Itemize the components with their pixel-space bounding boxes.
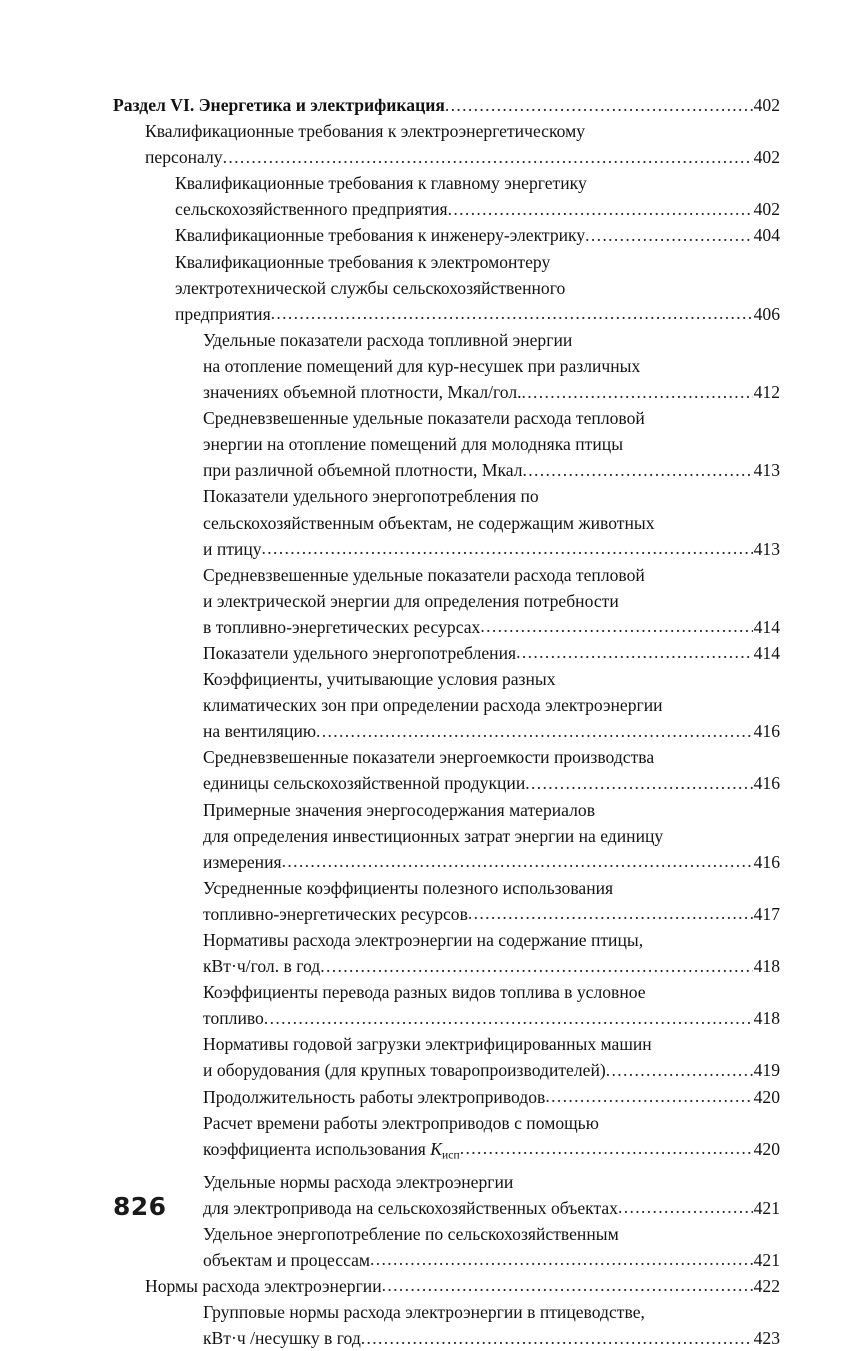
toc-entry-text-line: Квалификационные требования к главному энергетику <box>175 173 587 194</box>
dot-leader <box>264 1005 753 1031</box>
toc-entry-last-line <box>203 1005 780 1031</box>
toc-entry-page-number: 420 <box>753 1086 780 1107</box>
dot-leader <box>361 1325 753 1351</box>
toc-entry-text-line: сельскохозяйственным объектам, не содержащим животных <box>203 512 655 533</box>
toc-entry-page-number: 416 <box>753 851 780 872</box>
toc-entry-last-line <box>203 901 780 927</box>
toc-entry-page-number: 420 <box>753 1138 780 1159</box>
toc-entry[interactable] <box>203 666 780 744</box>
toc-entry-page-number: 414 <box>753 642 780 663</box>
toc-entry-title: кВт·ч /несушку в год <box>203 1328 361 1349</box>
toc-entry-title: персоналу <box>145 147 223 168</box>
toc-entry-title: на вентиляцию <box>203 721 317 742</box>
toc-entry[interactable] <box>175 249 780 327</box>
toc-entry-text-line: Средневзвешенные удельные показатели расхода тепловой <box>203 408 645 429</box>
dot-leader <box>370 1246 753 1272</box>
toc-entry-page-number: 402 <box>753 199 780 220</box>
toc-entry[interactable] <box>203 1031 780 1083</box>
dot-leader <box>262 535 753 561</box>
toc-entry-title: при различной объемной плотности, Мкал <box>203 460 523 481</box>
toc-entry-last-line <box>203 1057 780 1083</box>
toc-entry-text-line: Нормативы расхода электроэнергии на содержание птицы, <box>203 930 644 950</box>
formula-symbol: K <box>430 1138 442 1159</box>
toc-entry[interactable] <box>145 1273 780 1299</box>
dot-leader <box>585 222 752 248</box>
toc-entry-text-line: Нормативы годовой загрузки электрифицированных машин <box>203 1034 652 1055</box>
toc-entry-text-line: и электрической энергии для определения потребности <box>203 590 619 611</box>
toc-entry-title: топливо <box>203 1008 264 1029</box>
toc-entry[interactable] <box>203 979 780 1031</box>
toc-entry-title: объектам и процессам <box>203 1249 371 1270</box>
toc-entry-last-line <box>203 770 780 796</box>
toc-entry[interactable] <box>203 797 780 875</box>
toc-entry-last-line <box>203 640 780 666</box>
dot-leader <box>468 900 753 926</box>
toc-entry-text-line: Удельные нормы расхода электроэнергии <box>203 1171 514 1192</box>
toc-entry-page-number: 413 <box>753 460 780 481</box>
toc-entry-last-line <box>203 379 780 405</box>
toc-entry-page-number: 419 <box>753 1060 780 1081</box>
toc-entry[interactable] <box>203 640 780 666</box>
toc-entry-last-line <box>203 1136 780 1169</box>
toc-entry-title: единицы сельскохозяйственной продукции <box>203 773 526 794</box>
toc-entry-page-number: 416 <box>753 773 780 794</box>
toc-entry-page-number: 421 <box>753 1197 780 1218</box>
toc-entry-title: предприятия <box>175 303 271 324</box>
toc-entry-last-line <box>203 536 780 562</box>
toc-entry-page-number: 414 <box>753 616 780 637</box>
toc-entry-title: Нормы расхода электроэнергии <box>145 1275 382 1296</box>
dot-leader <box>480 613 752 639</box>
toc-entry-title: коэффициента использования <box>203 1138 431 1159</box>
dot-leader <box>320 953 752 979</box>
toc-entry-page-number: 402 <box>753 147 780 168</box>
toc-entry-page-number: 423 <box>753 1328 780 1349</box>
toc-entry-last-line <box>203 849 780 875</box>
dot-leader <box>382 1272 753 1298</box>
toc-entry[interactable] <box>175 170 780 222</box>
toc-entry-title: Квалификационные требования к инженеру-электрику <box>175 225 586 246</box>
toc-entry[interactable] <box>203 875 780 927</box>
toc-entry-title: значениях объемной плотности, Мкал/гол. <box>203 382 522 403</box>
dot-leader <box>223 144 753 170</box>
toc-entry-title: Показатели удельного энергопотребления <box>203 642 517 663</box>
toc-entry[interactable] <box>203 483 780 561</box>
toc-entry-text-line: Удельные показатели расхода топливной энергии <box>203 329 573 350</box>
toc-entry-last-line <box>203 718 780 744</box>
dot-leader <box>525 770 752 796</box>
toc-entry[interactable] <box>203 744 780 796</box>
toc-entry[interactable] <box>175 222 780 248</box>
toc-entry-text-line: Усредненные коэффициенты полезного использования <box>203 877 614 898</box>
dot-leader <box>523 457 753 483</box>
toc-entry[interactable] <box>203 1221 780 1273</box>
toc-entry-text-line: Примерные значения энергосодержания материалов <box>203 799 596 820</box>
toc-entry-text-line: климатических зон при определении расхода электроэнергии <box>203 695 663 716</box>
formula-subscript: исп <box>442 1149 460 1162</box>
toc-entry-text-line: Средневзвешенные показатели энергоемкости производства <box>203 747 655 768</box>
toc-entry-text-line: Коэффициенты перевода разных видов топлива в условное <box>203 982 646 1003</box>
toc-entry-page-number: 412 <box>753 382 780 403</box>
toc-entry-title: и птицу <box>203 538 262 559</box>
toc-entry-list <box>113 92 780 1351</box>
toc-entry-text-line: Квалификационные требования к электроэнергетическому <box>145 121 586 142</box>
dot-leader <box>606 1057 753 1083</box>
dot-leader <box>448 196 753 222</box>
toc-entry-title: в топливно-энергетических ресурсах <box>203 616 481 637</box>
toc-entry-last-line <box>175 301 780 327</box>
dot-leader <box>271 300 753 326</box>
toc-entry-text-line: Расчет времени работы электроприводов с помощью <box>203 1112 599 1133</box>
dot-leader <box>618 1194 753 1220</box>
toc-entry-text-line: электротехнической службы сельскохозяйственного <box>175 277 566 298</box>
toc-entry-last-line <box>175 196 780 222</box>
toc-entry-page-number: 413 <box>753 538 780 559</box>
toc-entry-title: кВт·ч/гол. в год <box>203 956 321 977</box>
toc-entry-page-number: 402 <box>753 95 780 115</box>
toc-entry-last-line <box>113 92 780 118</box>
toc-entry-page-number: 417 <box>753 903 780 924</box>
toc-entry[interactable] <box>113 92 780 118</box>
toc-entry-text-line: Групповые нормы расхода электроэнергии в птицеводстве, <box>203 1301 645 1322</box>
toc-entry-title: и оборудования (для крупных товаропроизводителей) <box>203 1060 606 1081</box>
toc-entry-text-line: Коэффициенты, учитывающие условия разных <box>203 669 556 690</box>
toc-entry-text-line: энергии на отопление помещений для молодняка птицы <box>203 434 624 455</box>
dot-leader <box>282 848 753 874</box>
dot-leader <box>522 379 753 405</box>
toc-entry-last-line <box>203 1195 780 1221</box>
toc-entry-last-line <box>175 222 780 248</box>
dot-leader <box>445 92 753 118</box>
dot-leader <box>516 639 753 665</box>
toc-entry-page-number: 416 <box>753 721 780 742</box>
dot-leader <box>545 1083 752 1109</box>
toc-entry[interactable] <box>203 327 780 405</box>
toc-entry-title: Раздел VI. Энергетика и электрификация <box>113 95 445 115</box>
toc-entry-last-line <box>145 1273 780 1299</box>
toc-entry-page-number: 422 <box>753 1275 780 1296</box>
dot-leader <box>316 718 753 744</box>
toc-entry-last-line <box>203 1325 780 1351</box>
toc-entry[interactable] <box>145 118 780 170</box>
toc-entry-formula <box>430 1136 459 1169</box>
dot-leader <box>460 1135 753 1161</box>
toc-entry-title: измерения <box>203 851 282 872</box>
toc-entry-text-line: Удельное энергопотребление по сельскохозяйственным <box>203 1223 619 1244</box>
toc-entry-last-line <box>203 953 780 979</box>
toc-entry[interactable] <box>203 562 780 640</box>
toc-entry[interactable] <box>203 1299 780 1351</box>
toc-entry-title: для электропривода на сельскохозяйственных объектах <box>203 1197 618 1218</box>
toc-entry-page-number: 418 <box>753 1008 780 1029</box>
toc-entry-last-line <box>203 457 780 483</box>
toc-entry-title: топливно-энергетических ресурсов <box>203 903 468 924</box>
toc-entry-last-line <box>203 1084 780 1110</box>
toc-entry-text-line: Показатели удельного энергопотребления по <box>203 486 539 507</box>
toc-entry[interactable] <box>203 1084 780 1110</box>
toc-entry-last-line <box>203 1247 780 1273</box>
toc-entry-last-line <box>203 614 780 640</box>
toc-entry-page-number: 404 <box>753 225 780 246</box>
toc-entry-title: сельскохозяйственного предприятия <box>175 199 448 220</box>
toc-entry-page-number: 421 <box>753 1249 780 1270</box>
toc-entry-text-line: для определения инвестиционных затрат энергии на единицу <box>203 825 664 846</box>
toc-entry[interactable] <box>203 927 780 979</box>
toc-entry[interactable] <box>203 1169 780 1221</box>
toc-entry[interactable] <box>203 1110 780 1169</box>
toc-entry-text-line: Квалификационные требования к электромонтеру <box>175 251 551 272</box>
toc-entry-text-line: Средневзвешенные удельные показатели расхода тепловой <box>203 564 645 585</box>
toc-entry-page-number: 418 <box>753 956 780 977</box>
page-number-folio: 826 <box>113 1192 167 1221</box>
toc-entry-text-line: на отопление помещений для кур-несушек при различных <box>203 355 641 376</box>
toc-entry[interactable] <box>203 405 780 483</box>
toc-entry-title: Продолжительность работы электроприводов <box>203 1086 546 1107</box>
toc-entry-last-line <box>145 144 780 170</box>
toc-entry-page-number: 406 <box>753 303 780 324</box>
